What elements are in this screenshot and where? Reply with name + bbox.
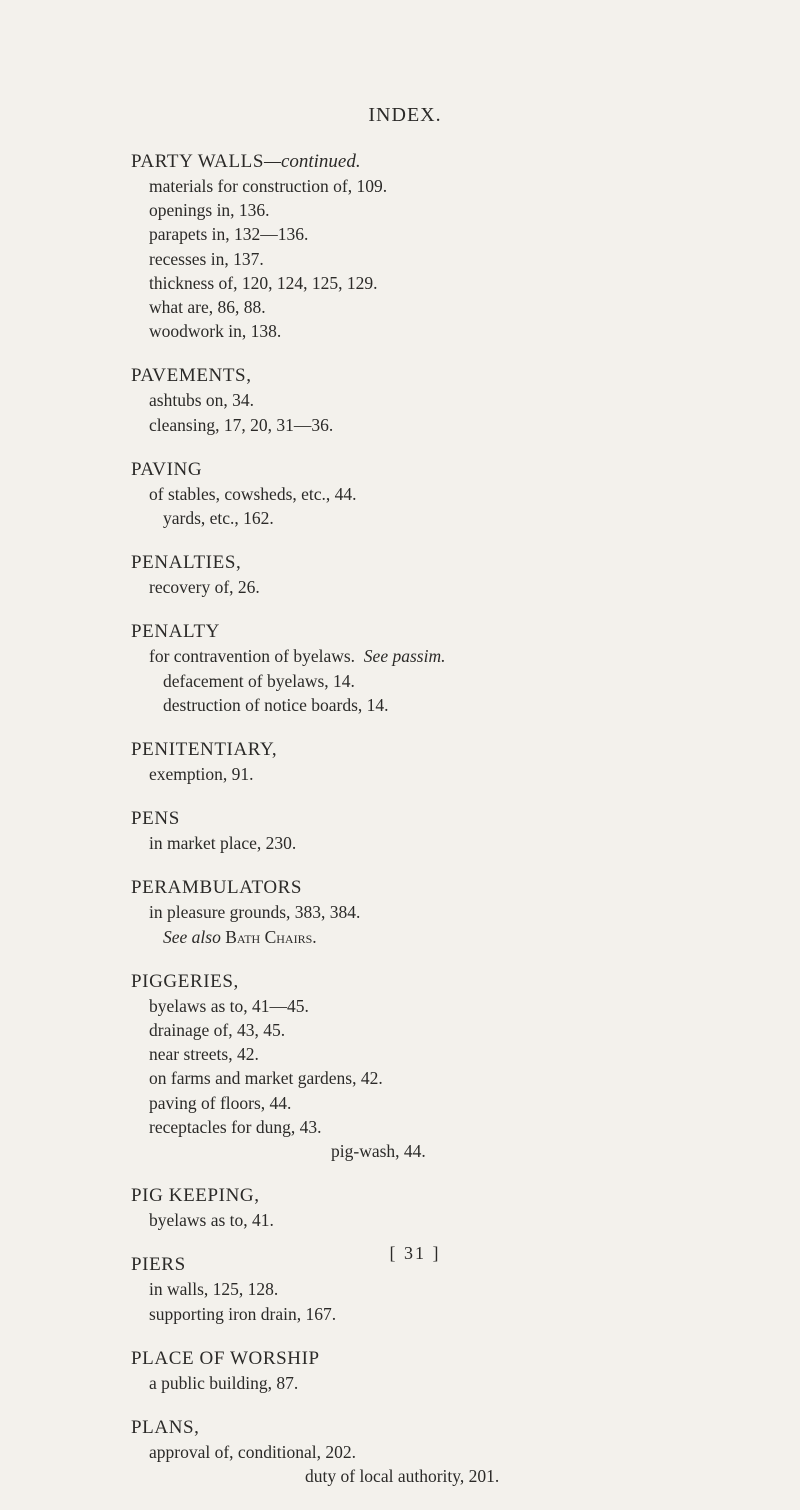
subentry-text: for contravention of byelaws.: [149, 646, 356, 667]
see-also-line: [131, 925, 771, 949]
entry-plans: [131, 1416, 771, 1488]
subentry: recesses in, 137.: [149, 248, 264, 269]
subentry: thickness of, 120, 124, 125, 129.: [149, 272, 378, 293]
entry-perambulators: [131, 876, 771, 948]
entry-penalties: [131, 551, 771, 599]
subentry: exemption, 91.: [149, 764, 254, 785]
subentry: near streets, 42.: [149, 1044, 259, 1065]
page-number: [ 31 ]: [389, 1243, 441, 1263]
entry-pig-keeping: [131, 1184, 771, 1232]
subentry: destruction of notice boards, 14.: [163, 694, 389, 715]
subentry: materials for construction of, 109.: [149, 176, 388, 196]
subentry: duty of local authority, 201.: [305, 1466, 500, 1487]
subentry: [131, 644, 771, 668]
entry-pavements: [131, 364, 771, 436]
subentry: in pleasure grounds, 383, 384.: [149, 902, 361, 923]
entry-penalty: [131, 620, 771, 717]
entry-penitentiary: [131, 738, 771, 786]
subentry: yards, etc., 162.: [163, 508, 274, 529]
subentry: paving of floors, 44.: [149, 1092, 292, 1113]
entry-heading: PENALTY: [131, 621, 221, 643]
entry-piers: [131, 1253, 771, 1325]
see-also-target: Bath Chairs.: [225, 926, 317, 947]
subentry: receptacles for dung, 43.: [149, 1116, 322, 1137]
subentry: recovery of, 26.: [149, 577, 260, 598]
entry-heading: PLACE OF WORSHIP: [131, 1347, 320, 1369]
subentry: approval of, conditional, 202.: [149, 1442, 357, 1463]
heading-text: PARTY WALLS: [131, 151, 265, 172]
subentry: what are, 86, 88.: [149, 297, 266, 318]
subentry: on farms and market gardens, 42.: [149, 1068, 383, 1089]
entry-heading: PIERS: [131, 1254, 186, 1276]
entry-heading: PERAMBULATORS: [131, 877, 303, 899]
entry-heading: PAVEMENTS,: [131, 365, 252, 387]
entry-piggeries: [131, 970, 771, 1163]
subentry: supporting iron drain, 167.: [149, 1303, 337, 1324]
subentry: cleansing, 17, 20, 31—36.: [149, 414, 334, 435]
entry-heading: PLANS,: [131, 1417, 200, 1439]
subentry: ashtubs on, 34.: [149, 390, 254, 411]
entry-place-of-worship: [131, 1347, 771, 1395]
entry-heading: PENS: [131, 808, 180, 830]
subentry: pig-wash, 44.: [331, 1141, 426, 1162]
entry-heading: PIG KEEPING,: [131, 1185, 260, 1207]
subentry: byelaws as to, 41—45.: [149, 995, 309, 1016]
subentry: openings in, 136.: [149, 200, 270, 221]
subentry: parapets in, 132—136.: [149, 224, 309, 245]
entry-party-walls: [131, 150, 771, 343]
entry-heading: [131, 150, 771, 174]
subentry: drainage of, 43, 45.: [149, 1020, 286, 1041]
see-reference: See passim.: [363, 646, 446, 667]
running-head: INDEX.: [368, 104, 442, 126]
entry-pens: [131, 807, 771, 855]
subentry: woodwork in, 138.: [149, 321, 282, 342]
entry-heading: PAVING: [131, 458, 203, 480]
subentry: of stables, cowsheds, etc., 44.: [149, 483, 357, 504]
subentry: a public building, 87.: [149, 1372, 299, 1393]
subentry: in walls, 125, 128.: [149, 1279, 279, 1300]
entry-paving: [131, 458, 771, 530]
subentry: in market place, 230.: [149, 833, 297, 854]
entry-heading: PENALTIES,: [131, 552, 242, 574]
see-also-label: See also: [163, 926, 221, 947]
entry-heading: PIGGERIES,: [131, 970, 239, 992]
entry-heading: PENITENTIARY,: [131, 739, 278, 761]
index-entries: [131, 150, 771, 1510]
subentry: defacement of byelaws, 14.: [163, 670, 355, 691]
continued-note: —continued.: [264, 151, 361, 172]
subentry: byelaws as to, 41.: [149, 1210, 274, 1231]
